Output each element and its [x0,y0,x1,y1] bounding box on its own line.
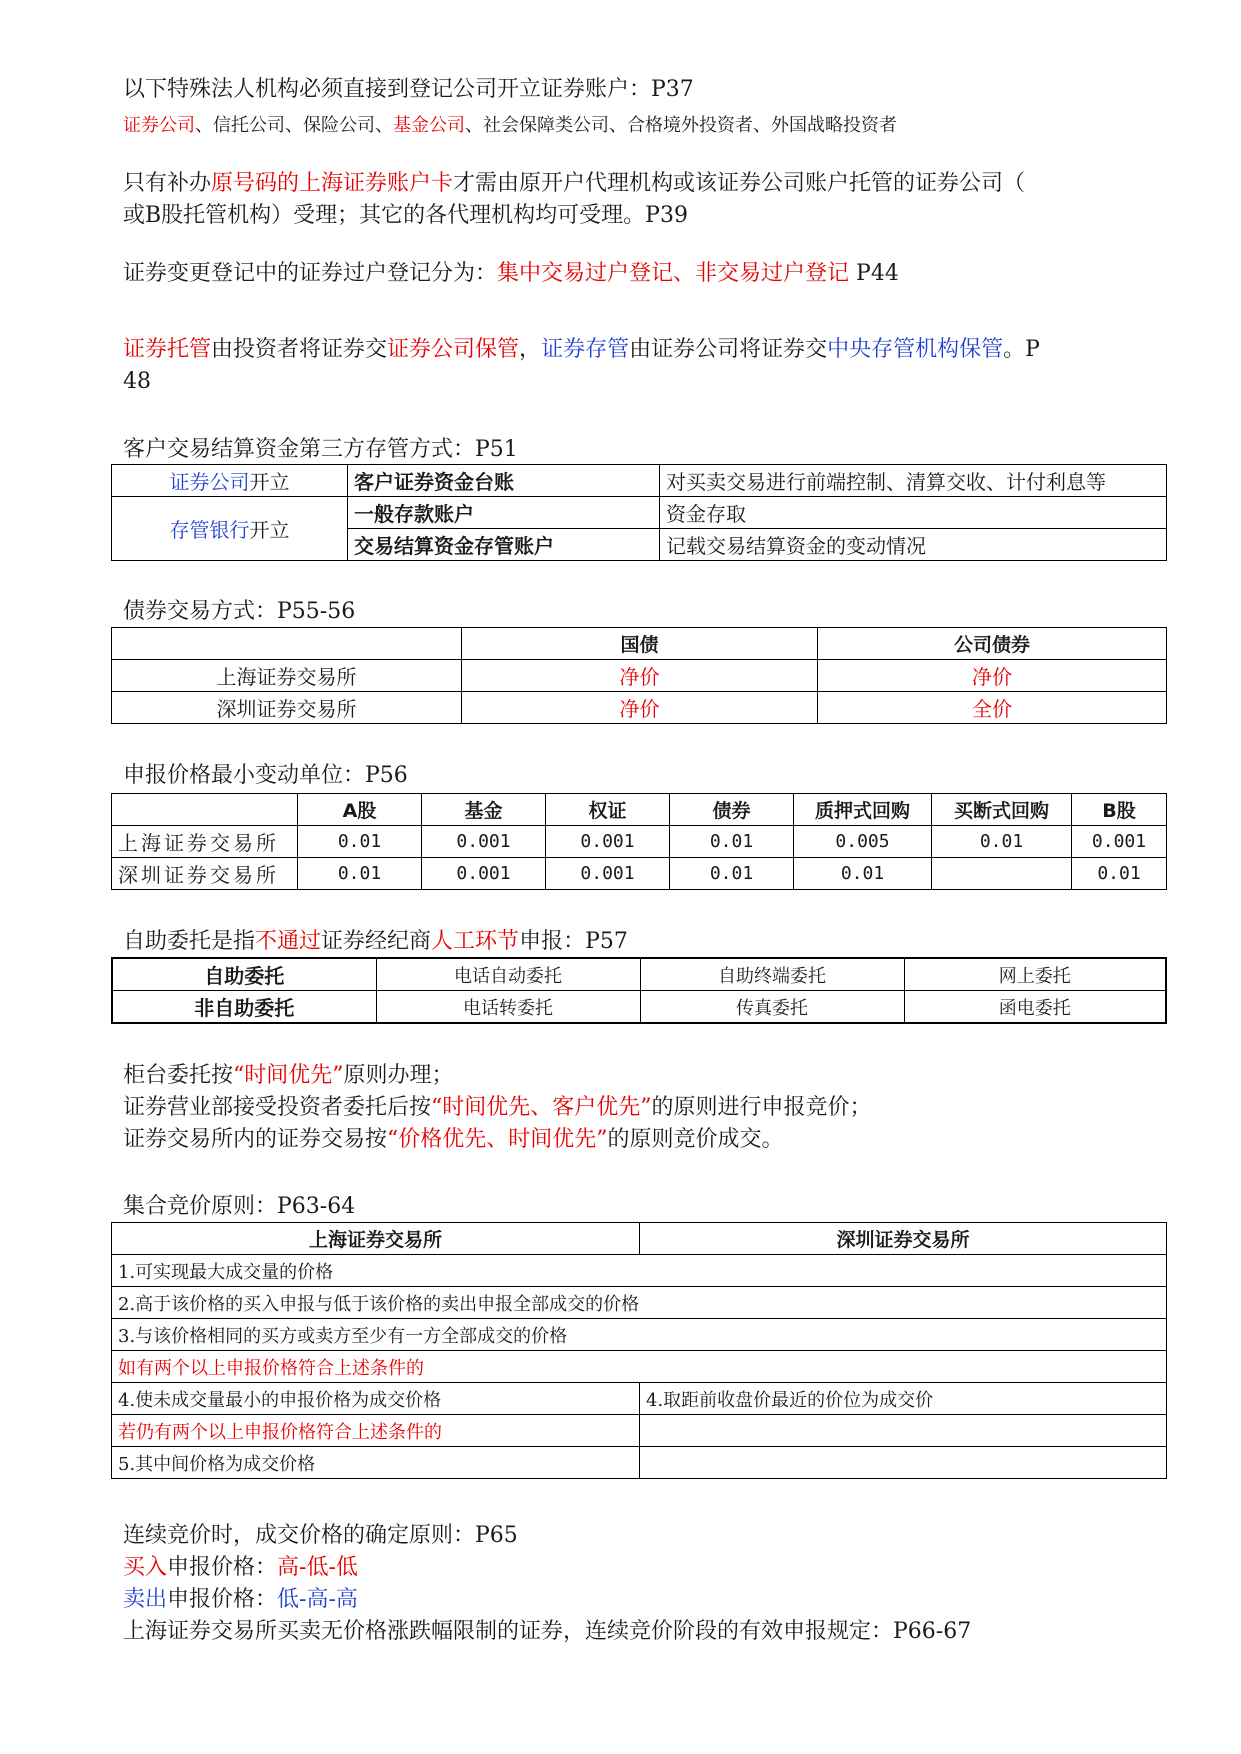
table-cell: 5.其中间价格为成交价格 [112,1447,640,1479]
paragraph-p44 [123,258,899,290]
table-header: 债券 [670,794,794,826]
text-blue: 证券公司 [169,470,250,494]
table-cell: 净价 [818,660,1167,692]
table-header-row [112,794,1167,826]
table-cell: 客户证券资金台账 [348,465,660,497]
table-cell: 0.01 [298,826,422,858]
text-red: 证券公司 [123,115,195,136]
table-cell: 电话转委托 [376,991,640,1024]
table-header: 权证 [546,794,670,826]
table-header: 质押式回购 [794,794,932,826]
text: 由证券公司将证券交 [629,337,828,362]
table-cell [112,497,348,561]
table5-caption: 集合竞价原则：P63-64 [123,1194,356,1219]
paragraph-buy-price [123,1552,358,1584]
paragraph-counter-order [123,1060,454,1092]
table-row [112,1255,1167,1287]
table-header: 公司债券 [818,628,1167,660]
text: 证券经纪商 [321,929,432,954]
table-cell: 自助委托 [112,958,376,991]
table2-caption: 债券交易方式：P55-56 [123,599,356,624]
table-row [112,1447,1167,1479]
third-party-custody-table [111,464,1167,561]
table-cell: 0.001 [1072,826,1167,858]
table-cell: 0.005 [794,826,932,858]
text: 才需由原开户代理机构或该证券公司账户托管的证券公司（ [453,171,1026,196]
paragraph-p48-line2: 48 [123,369,151,394]
text: 证券变更登记中的证券过户登记分为： [123,261,498,286]
table-cell [932,858,1072,890]
table-row [112,465,1167,497]
paragraph-exchange-order [123,1124,784,1156]
table-cell: 0.01 [932,826,1072,858]
paragraph-p37: 以下特殊法人机构必须直接到登记公司开立证券账户：P37 [123,77,694,102]
table-cell: 传真委托 [640,991,904,1024]
text: 开立 [249,518,290,542]
text-red: 高-低-低 [277,1555,358,1580]
self-service-order-table [111,957,1167,1024]
table-cell: 0.01 [670,826,794,858]
table3-caption: 申报价格最小变动单位：P56 [123,763,408,788]
table-row [112,1415,1167,1447]
text: ， [519,337,542,362]
table-header-row [112,628,1167,660]
paragraph-p66-67: 上海证券交易所买卖无价格涨跌幅限制的证券，连续竞价阶段的有效申报规定：P66-67 [123,1619,972,1644]
bond-trading-table [111,627,1167,724]
text: 由投资者将证券交 [211,337,388,362]
text: 证券交易所内的证券交易按 [123,1127,388,1152]
text: 原则办理； [343,1063,454,1088]
table-header-row [112,1223,1167,1255]
table-cell: 4.使未成交量最小的申报价格为成交价格 [112,1383,640,1415]
table-cell: 全价 [818,692,1167,724]
text-blue: 证券存管 [541,337,630,362]
table-cell [640,1415,1167,1447]
text: 申报：P57 [519,929,628,954]
table-cell: 交易结算资金存管账户 [348,529,660,561]
text: 的原则竞价成交。 [607,1127,784,1152]
table-header: 上海证券交易所 [112,1223,640,1255]
table1-caption: 客户交易结算资金第三方存管方式：P51 [123,437,518,462]
text-red: 证券托管 [123,337,212,362]
table-row [112,1287,1167,1319]
text-red: 不通过 [255,929,322,954]
table-row [112,1319,1167,1351]
table-cell: 电话自动委托 [376,958,640,991]
text: 。P [1003,337,1040,362]
table-row [112,1383,1167,1415]
table-cell: 0.01 [794,858,932,890]
paragraph-p48-line1 [123,334,1040,366]
text-blue: 卖出 [123,1587,168,1612]
text: 只有补办 [123,171,212,196]
text: 、信托公司、保险公司、 [195,115,393,136]
table-row [112,497,1167,529]
table-cell: 网上委托 [904,958,1166,991]
text-red: 集中交易过户登记、非交易过户登记 [497,261,850,286]
table-cell: 3.与该价格相同的买方或卖方至少有一方全部成交的价格 [112,1319,1167,1351]
text: 申报价格： [167,1587,278,1612]
table-row [112,991,1166,1024]
text: 申报价格： [167,1555,278,1580]
text-blue: 存管银行 [169,518,250,542]
table-header: 基金 [422,794,546,826]
paragraph-continuous-auction: 连续竞价时，成交价格的确定原则：P65 [123,1523,518,1548]
table-header: 深圳证券交易所 [640,1223,1167,1255]
table-cell [640,1447,1167,1479]
table-row [112,826,1167,858]
text-red: “时间优先” [233,1063,344,1088]
table-cell: 深圳证券交易所 [112,692,462,724]
table-cell: 自助终端委托 [640,958,904,991]
table-cell: 对买卖交易进行前端控制、清算交收、计付利息等 [660,465,1167,497]
table-row [112,660,1167,692]
table-header [112,628,462,660]
text: 、社会保障类公司、合格境外投资者、外国战略投资者 [465,115,897,136]
table-header: A股 [298,794,422,826]
text-blue: 低-高-高 [277,1587,358,1612]
table-cell: 0.01 [298,858,422,890]
table-cell: 一般存款账户 [348,497,660,529]
paragraph-p39-line1 [123,168,1025,200]
paragraph-sell-price [123,1584,358,1616]
table-header: 国债 [462,628,818,660]
table-cell: 非自助委托 [112,991,376,1024]
table-cell: 2.高于该价格的买入申报与低于该价格的卖出申报全部成交的价格 [112,1287,1167,1319]
text-blue: 中央存管机构保管 [827,337,1004,362]
table-cell: 净价 [462,660,818,692]
table-cell: 上海证券交易所 [112,826,298,858]
table-cell: 函电委托 [904,991,1166,1024]
text: 柜台委托按 [123,1063,234,1088]
text: P44 [849,261,899,286]
table-cell: 上海证券交易所 [112,660,462,692]
text: 自助委托是指 [123,929,256,954]
table-row [112,858,1167,890]
text-red: “价格优先、时间优先” [387,1127,608,1152]
table-row [112,1351,1167,1383]
table-cell: 如有两个以上申报价格符合上述条件的 [112,1351,1167,1383]
text-red: 买入 [123,1555,168,1580]
table-header: B股 [1072,794,1167,826]
text: 证券营业部接受投资者委托后按 [123,1095,432,1120]
text: 开立 [249,470,290,494]
table-cell: 0.01 [1072,858,1167,890]
text-red: 人工环节 [431,929,520,954]
table-cell: 1.可实现最大成交量的价格 [112,1255,1167,1287]
text: 的原则进行申报竞价； [651,1095,872,1120]
table-cell: 资金存取 [660,497,1167,529]
table-cell: 0.001 [546,826,670,858]
table-cell: 0.001 [546,858,670,890]
table-cell: 记载交易结算资金的变动情况 [660,529,1167,561]
call-auction-table [111,1222,1167,1479]
text-red: “时间优先、客户优先” [431,1095,652,1120]
paragraph-branch-order [123,1092,872,1124]
table-row [112,692,1167,724]
table-cell: 4.取距前收盘价最近的价位为成交价 [640,1383,1167,1415]
text-red: 原号码的上海证券账户卡 [211,171,454,196]
table-row [112,958,1166,991]
table-cell: 若仍有两个以上申报价格符合上述条件的 [112,1415,640,1447]
text-red: 基金公司 [393,115,465,136]
paragraph-p37-list [123,110,897,142]
table-cell: 深圳证券交易所 [112,858,298,890]
paragraph-p39-line2: 或B股托管机构）受理；其它的各代理机构均可受理。P39 [123,203,688,228]
table4-caption [123,926,628,958]
table-cell: 0.01 [670,858,794,890]
text-red: 证券公司保管 [387,337,520,362]
table-header [112,794,298,826]
table-cell [112,465,348,497]
price-tick-table [111,793,1167,890]
table-header: 买断式回购 [932,794,1072,826]
table-cell: 净价 [462,692,818,724]
table-cell: 0.001 [422,858,546,890]
table-cell: 0.001 [422,826,546,858]
